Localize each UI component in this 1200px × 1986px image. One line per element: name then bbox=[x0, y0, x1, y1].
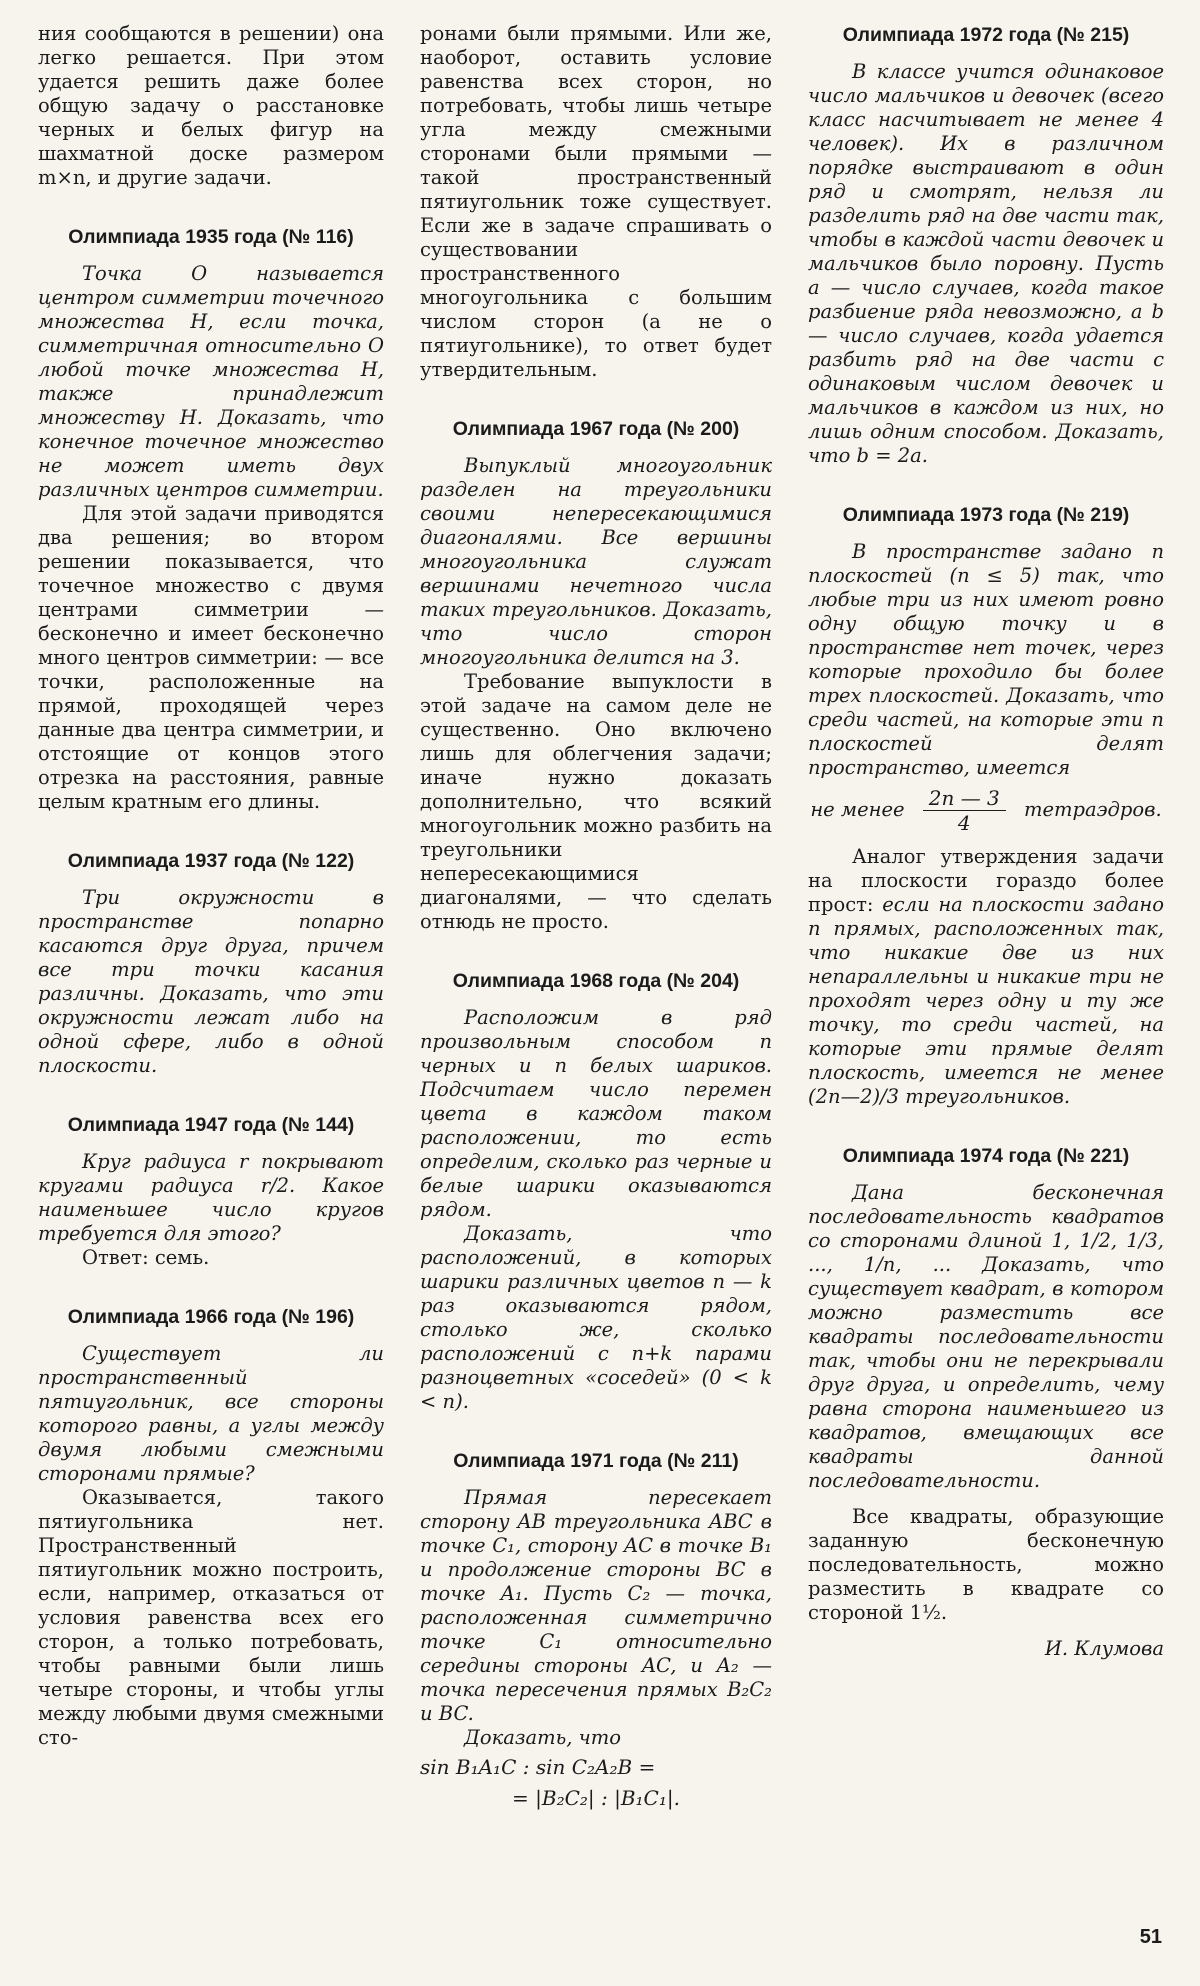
heading-1935: Олимпиада 1935 года (№ 116) bbox=[68, 226, 354, 248]
problem-1966: Существует ли пространственный пятиугольник, все стороны которого равны, а углы между двумя любыми смежными сторонами прямые? bbox=[38, 1342, 384, 1485]
intro-text: ния сообщаются в решении) она легко решается. При этом удается решить даже более общую задачу о расстановке черных и белых фигур на шахматной доске размером m×n, и другие задачи. bbox=[38, 22, 384, 189]
comment-1967: Требование выпуклости в этой задаче на самом деле не существенно. Оно включено лишь для облегчения задачи; иначе нужно доказать дополнительно, что всякий многоугольник можно разбить на треугольники непересекающимися диагоналями, — что сделать отнюдь не просто. bbox=[420, 670, 772, 933]
fraction-numerator: 2n — 3 bbox=[923, 786, 1006, 811]
heading-1971: Олимпиада 1971 года (№ 211) bbox=[453, 1450, 739, 1472]
answer-1947: Ответ: семь. bbox=[82, 1246, 210, 1269]
problem-1935: Точка O называется центром симметрии точечного множества H, если точка, симметричная относительно O любой точке множества H, также принадлежит множеству H. Доказать, что конечное точечное множество не может иметь двух различных центров симметрии. bbox=[38, 262, 384, 501]
column-2 bbox=[420, 22, 772, 1812]
prove-1971: Доказать, что bbox=[464, 1726, 621, 1749]
problem-1967: Выпуклый многоугольник разделен на треугольники своими непересекающимися диагоналями. Все вершины многоугольника служат вершинами нечетного числа таких треугольников. Доказать, что число сторон многоугольника делится на 3. bbox=[420, 454, 772, 669]
problem-1973: В пространстве задано n плоскостей (n ≤ 5) так, что любые три из них имеют ровно одну общую точку и в пространстве нет точек, через которые проходило бы более трех плоскостей. Доказать, что среди частей, на которые эти n плоскостей делят пространство, имеется bbox=[808, 540, 1164, 779]
not-less-text: не менее bbox=[810, 798, 905, 821]
fraction bbox=[923, 786, 1006, 835]
page-number: 51 bbox=[1139, 1926, 1162, 1948]
comment-1966: Оказывается, такого пятиугольника нет. Пространственный пятиугольник можно построить, если, например, отказаться от условия равенства всех его сторон, а только потребовать, чтобы равными были лишь четыре стороны, и чтобы углы между любыми двумя смежными сто- bbox=[38, 1486, 384, 1749]
heading-1967: Олимпиада 1967 года (№ 200) bbox=[452, 418, 740, 440]
problem-1974: Дана бесконечная последовательность квадратов со сторонами длиной 1, 1/2, 1/3, ..., 1/n, ... Доказать, что существует квадрат, в котором можно разместить все квадраты последовательности так, чтобы они не перекрывали друг друга, и определить, чему равна сторона наименьшего из квадратов, вмещающих все квадраты данной последовательности. bbox=[808, 1181, 1164, 1492]
heading-1947: Олимпиада 1947 года (№ 144) bbox=[67, 1114, 355, 1136]
problem-1947: Круг радиуса r покрывают кругами радиуса r/2. Какое наименьшее число кругов требуется для этого? bbox=[38, 1150, 384, 1245]
formula-1971-line1: sin B₁A₁C : sin C₂A₂B = bbox=[420, 1755, 656, 1779]
heading-1968: Олимпиада 1968 года (№ 204) bbox=[452, 970, 740, 992]
author-signature: И. Клумова bbox=[1044, 1637, 1164, 1660]
comment-1973-italic: если на плоскости задано n прямых, расположенных так, что никакие две из них непараллельны и никакие три не проходят через одну и ту же точку, то среди частей, на которые эти прямые делят плоскость, имеется не менее (2n—2)/3 треугольников. bbox=[808, 893, 1165, 1108]
continued-text: ронами были прямыми. Или же, наоборот, оставить условие равенства всех сторон, но потребовать, чтобы лишь четыре угла между смежными сторонами были прямыми — такой пространственный пятиугольник тоже существует. Если же в задаче спрашивать о существовании пространственного многоугольника с большим числом сторон (а не о пятиугольнике), то ответ будет утвердительным. bbox=[420, 22, 772, 381]
fraction-line-1973 bbox=[808, 786, 1164, 835]
problem-1971: Прямая пересекает сторону AB треугольника ABC в точке C₁, сторону AC в точке B₁ и продолжение стороны BC в точке A₁. Пусть C₂ — точка, расположенная симметрично точке C₁ относительно середины стороны AC, и A₂ — точка пересечения прямых B₂C₂ и BC. bbox=[420, 1486, 772, 1725]
formula-1971-line2: = |B₂C₂| : |B₁C₁|. bbox=[512, 1786, 680, 1810]
heading-1937: Олимпиада 1937 года (№ 122) bbox=[67, 850, 355, 872]
heading-1972: Олимпиада 1972 года (№ 215) bbox=[842, 24, 1130, 46]
heading-1974: Олимпиада 1974 года (№ 221) bbox=[842, 1145, 1130, 1167]
column-1 bbox=[38, 22, 384, 1750]
tetrahedra-text: тетраэдров. bbox=[1023, 798, 1162, 821]
heading-1973: Олимпиада 1973 года (№ 219) bbox=[842, 504, 1130, 526]
problem-1937: Три окружности в пространстве попарно касаются друг друга, причем все три точки касания различны. Доказать, что эти окружности лежат либо на одной сфере, либо в одной плоскости. bbox=[38, 886, 384, 1077]
problem-1972: В классе учится одинаковое число мальчиков и девочек (всего класс насчитывает не менее 4 человек). Их в различном порядке выстраивают в один ряд и смотрят, нельзя ли разделить ряд на две части так, чтобы в каждой части девочек и мальчиков было поровну. Пусть a — число случаев, когда такое разбиение ряда невозможно, а b — число случаев, когда удается разбить ряд на две части с одинаковым числом девочек и мальчиков в каждом из них, но лишь одним способом. Доказать, что b = 2a. bbox=[808, 60, 1164, 467]
comment-1973-lead: Аналог утверждения задачи на плоскости гораздо более прост: bbox=[808, 845, 1164, 916]
fraction-denominator: 4 bbox=[957, 811, 971, 835]
heading-1966: Олимпиада 1966 года (№ 196) bbox=[67, 1306, 355, 1328]
problem-1968-part1: Расположим в ряд произвольным способом n черных и n белых шариков. Подсчитаем число перемен цвета в каждом таком расположении, то есть определим, сколько раз черные и белые шарики оказываются рядом. bbox=[420, 1006, 772, 1221]
comment-1973 bbox=[808, 845, 1164, 1109]
comment-1974: Все квадраты, образующие заданную бесконечную последовательность, можно разместить в квадрате со стороной 1½. bbox=[808, 1505, 1164, 1624]
comment-1935: Для этой задачи приводятся два решения; во втором решении показывается, что точечное множество с двумя центрами симметрии — бесконечно и имеет бесконечно много центров симметрии: — все точки, расположенные на прямой, проходящей через данные два центра симметрии, и отстоящие от концов этого отрезка на расстояния, равные целым кратным его длины. bbox=[38, 502, 384, 813]
problem-1968-part2: Доказать, что расположений, в которых шарики различных цветов n — k раз оказываются рядом, столько же, сколько расположений с n+k парами разноцветных «соседей» (0 < k < n). bbox=[420, 1222, 772, 1413]
column-3 bbox=[808, 22, 1164, 1661]
